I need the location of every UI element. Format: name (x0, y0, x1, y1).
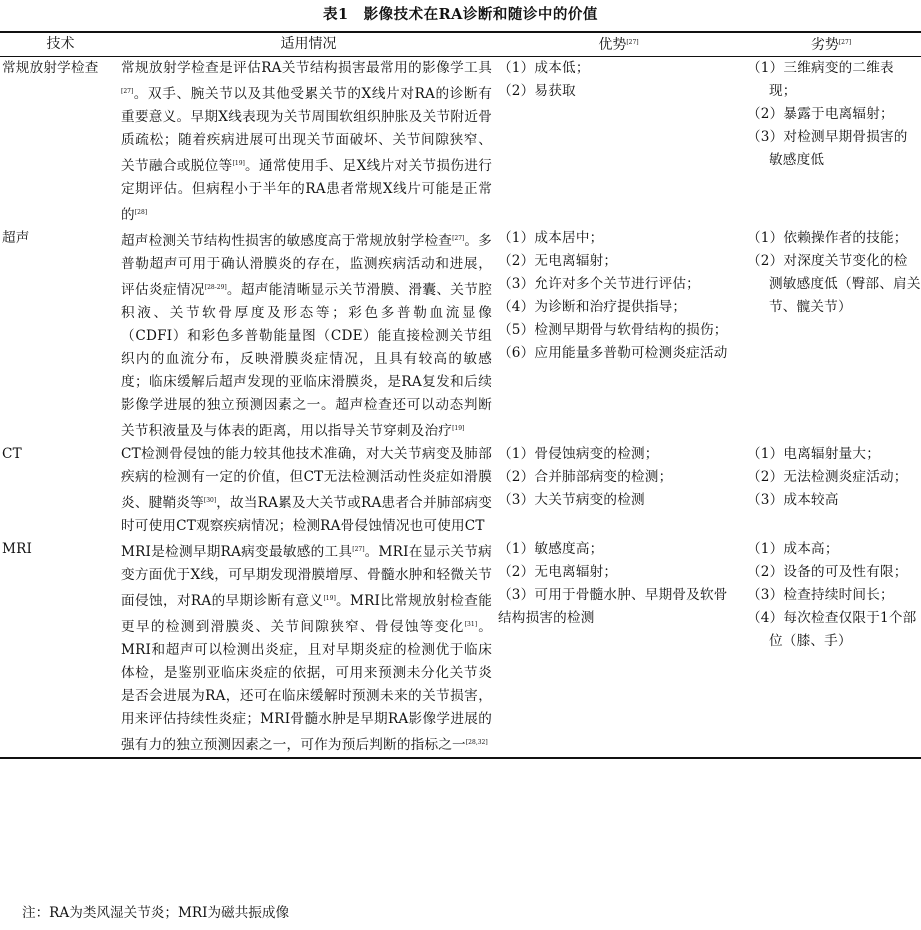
cell-disadvantages (741, 538, 921, 758)
disadvantage-item: （1）成本高； (747, 541, 839, 557)
usage-text: ，故当RA累及大关节或RA患者合并肺部病变时可使用CT观察疾病情况；检测RA骨侵蚀情况也可使用CT (121, 495, 492, 534)
disadvantage-item: （2）设备的可及性有限； (747, 564, 908, 580)
advantage-item: （2）易获取 (498, 83, 576, 99)
cell-advantages (496, 57, 741, 228)
advantage-item: （1）敏感度高； (498, 541, 604, 557)
citation-ref: [19] (323, 595, 336, 602)
table-row (0, 57, 921, 228)
usage-text: CT检测骨侵蚀的能力较其他技术准确，对大关节病变及肺部疾病的检测有一定的价值，但CT无法检测活动性炎症如滑膜炎、腱鞘炎等 (121, 446, 492, 511)
table-row (0, 538, 921, 758)
table-header-row (0, 32, 921, 57)
disadvantage-item: （3）对检测早期骨损害的敏感度低 (747, 129, 908, 168)
table-footnote: 注：RA为类风湿关节炎；MRI为磁共振成像 (22, 905, 290, 921)
cell-disadvantages (741, 443, 921, 538)
usage-text: 超声检测关节结构性损害的敏感度高于常规放射学检查 (121, 233, 453, 249)
citation-ref: [28] (134, 209, 148, 216)
disadvantage-item: （2）暴露于电离辐射； (747, 106, 894, 122)
disadvantages-ref: [27] (838, 39, 852, 46)
usage-text: 。多普勒超声可用于确认滑膜炎的存在，监测疾病活动和进展，评估炎症情况 (121, 233, 492, 298)
usage-text: 。MRI和超声可以检测出炎症，且对早期炎症的检测优于临床体检，是鉴别亚临床炎症的依据，可用来预测未分化关节炎是否会进展为RA，还可在临床缓解时预测未来的关节损害，用来评估持续性炎症；MRI骨髓水肿是早期RA影像学进展的强有力的独立预测因素之一，可作为预后判断的指标之一 (121, 619, 492, 753)
header-tech: 技术 (46, 36, 75, 52)
disadvantage-item: （2）对深度关节变化的检测敏感度低（臀部、肩关节、髋关节） (747, 253, 921, 315)
header-disadvantages: 劣势[27] (810, 37, 852, 53)
usage-text: 常规放射学检查是评估RA关节结构损害最常用的影像学工具 (121, 60, 492, 76)
disadvantage-item: （3）检查持续时间长； (747, 587, 894, 603)
header-usage: 适用情况 (280, 36, 337, 52)
table-caption: 表1 影像技术在RA诊断和随诊中的价值 (323, 6, 598, 23)
disadvantage-item: （1）依赖操作者的技能； (747, 230, 908, 246)
citation-ref: [27] (121, 88, 134, 95)
advantage-item: （3）大关节病变的检测 (498, 492, 645, 508)
citation-ref: [28,32] (465, 739, 488, 746)
imaging-comparison-table (0, 31, 921, 759)
advantage-item: （6）应用能量多普勒可检测炎症活动 (498, 345, 728, 361)
citation-ref: [19] (452, 425, 465, 432)
advantage-item: （3）可用于骨髓水肿、早期骨及软骨结构损害的检测 (498, 587, 728, 626)
cell-disadvantages (741, 57, 921, 228)
disadvantage-item: （3）成本较高 (747, 492, 839, 508)
citation-ref: [31] (464, 621, 478, 628)
disadvantage-item: （2）无法检测炎症活动； (747, 469, 908, 485)
usage-text: 。通常使用手、足X线片对关节损伤进行定期评估。但病程小于半年的RA患者常规X线片可能是正常的 (121, 158, 492, 223)
table-row (0, 227, 921, 443)
cell-tech: 超声 (2, 230, 30, 246)
cell-advantages (496, 443, 741, 538)
header-advantages: 优势[27] (598, 37, 639, 53)
disadvantage-item: （1）电离辐射量大； (747, 446, 880, 462)
citation-ref: [27] (452, 235, 465, 242)
cell-usage (121, 443, 496, 538)
advantage-item: （1）成本居中； (498, 230, 604, 246)
usage-text: MRI是检测早期RA病变最敏感的工具 (121, 544, 353, 560)
citation-ref: [27] (352, 546, 365, 553)
disadvantage-item: （1）三维病变的二维表现； (747, 60, 894, 99)
citation-ref: [19] (232, 160, 245, 167)
table-row (0, 443, 921, 538)
advantage-item: （2）合并肺部病变的检测； (498, 469, 673, 485)
advantage-item: （3）允许对多个关节进行评估； (498, 276, 700, 292)
usage-text: 。双手、腕关节以及其他受累关节的X线片对RA的诊断有重要意义。早期X线表现为关节周围软组织肿胀及关节附近骨质疏松；随着疾病进展可出现关节面破坏、关节间隙狭窄、关节融合或脱位等 (121, 86, 492, 174)
advantage-item: （5）检测早期骨与软骨结构的损伤； (498, 322, 728, 338)
cell-usage (121, 227, 496, 443)
cell-disadvantages (741, 227, 921, 443)
advantage-item: （1）成本低； (498, 60, 590, 76)
disadvantage-item: （4）每次检查仅限于1个部位（膝、手） (747, 610, 917, 649)
cell-tech: 常规放射学检查 (2, 60, 99, 76)
advantages-ref: [27] (626, 39, 639, 46)
cell-advantages (496, 227, 741, 443)
advantage-item: （1）骨侵蚀病变的检测； (498, 446, 659, 462)
advantage-item: （2）无电离辐射； (498, 564, 618, 580)
usage-text: 。MRI比常规放射检查能更早的检测到滑膜炎、关节间隙狭窄、骨侵蚀等变化 (121, 593, 492, 635)
usage-text: 。超声能清晰显示关节滑膜、滑囊、关节腔积液、关节软骨厚度及形态等；彩色多普勒血流显像（CDFI）和彩色多普勒能量图（CDE）能直接检测关节组织内的血流分布，反映滑膜炎症情况，且具有较高的敏感度；临床缓解后超声发现的亚临床滑膜炎，是RA复发和后续影像学进展的独立预测因素之一。超声检查还可以动态判断关节积液量及与体表的距离，用以指导关节穿刺及治疗 (121, 282, 492, 439)
citation-ref: [28-29] (204, 284, 227, 291)
advantage-item: （4）为诊断和治疗提供指导； (498, 299, 687, 315)
cell-usage (121, 57, 496, 228)
cell-tech: CT (2, 446, 22, 462)
cell-usage (121, 538, 496, 758)
cell-advantages (496, 538, 741, 758)
citation-ref: [30] (203, 497, 217, 504)
advantage-item: （2）无电离辐射； (498, 253, 618, 269)
cell-tech: MRI (2, 541, 33, 557)
usage-text: 。MRI在显示关节病变方面优于X线，可早期发现滑膜增厚、骨髓水肿和轻微关节面侵蚀，对RA的早期诊断有意义 (121, 544, 492, 609)
